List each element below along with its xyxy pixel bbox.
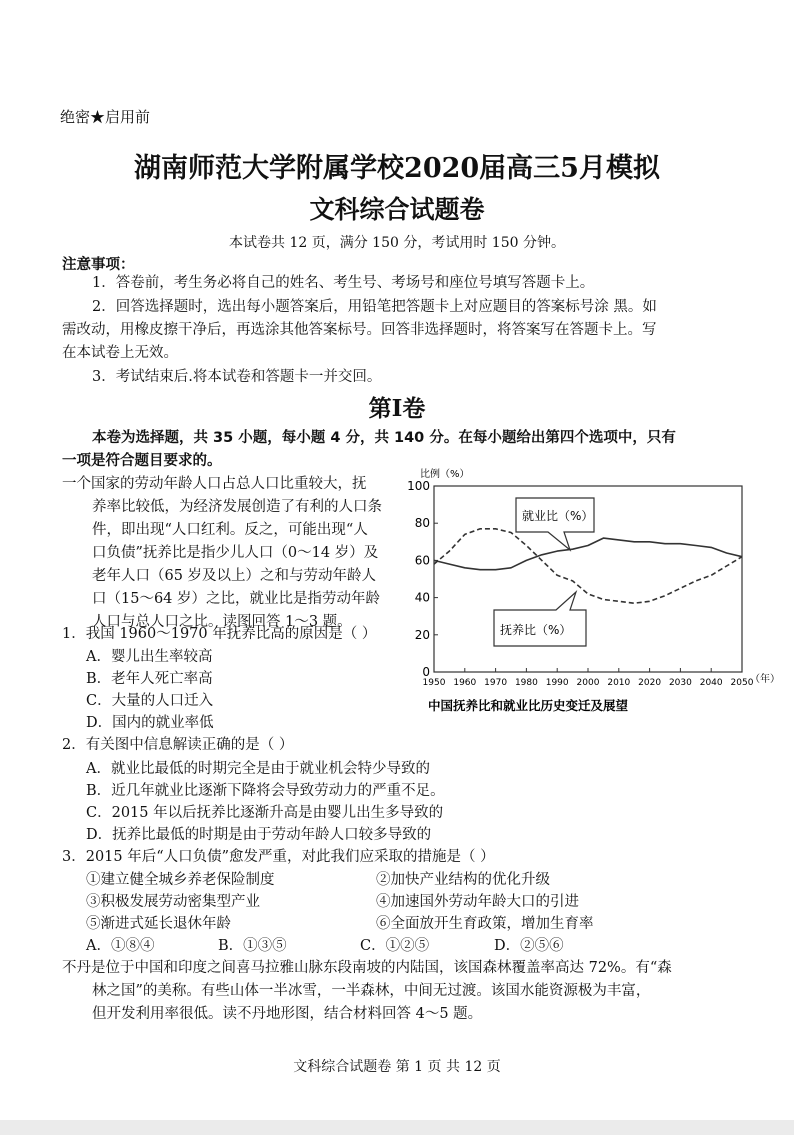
legend-employment: 就业比（%） bbox=[522, 509, 594, 523]
x-tick-label: 2040 bbox=[699, 678, 723, 688]
q2-option-b: B．近几年就业比逐渐下降将会导致劳动力的严重不足。 bbox=[86, 783, 445, 799]
notice-item-2-line-3: 在本试卷上无效。 bbox=[62, 345, 178, 361]
passage1-line-6: 口（15～64 岁）之比，就业比是指劳动年龄 bbox=[92, 591, 381, 607]
passage1-line-3: 件，即出现“人口红利。反之，可能出现“人 bbox=[92, 522, 368, 538]
q3-option-d: D．②⑤⑥ bbox=[494, 938, 564, 954]
q1-option-d: D．国内的就业率低 bbox=[86, 715, 214, 731]
section-intro-line-1: 本卷为选择题，共 35 小题，每小题 4 分，共 140 分。在每小题给出第四个选项中，只有 bbox=[92, 430, 676, 446]
x-tick-label: 1990 bbox=[545, 678, 569, 688]
secret-mark: 绝密★启用前 bbox=[60, 108, 151, 126]
x-tick-label: 2050 bbox=[730, 678, 754, 688]
q2-option-c: C．2015 年以后抚养比逐渐升高是由婴儿出生多导致的 bbox=[86, 805, 444, 821]
notice-item-2-line-2: 需改动，用橡皮擦干净后，再选涂其他答案标号。回答非选择题时，将答案写在答题卡上。写 bbox=[62, 322, 657, 338]
y-tick-label: 40 bbox=[414, 590, 430, 605]
passage1-line-4: 口负债”抚养比是指少儿人口（0～14 岁）及 bbox=[92, 545, 379, 561]
school-title: 湖南师范大学附属学校2020届高三5月模拟 bbox=[134, 153, 660, 184]
notice-item-1: 1．答卷前，考生务必将自己的姓名、考生号、考场号和座位号填写答题卡上。 bbox=[92, 275, 595, 291]
passage1-line-5: 老年人口（65 岁及以上）之和与劳动年龄人 bbox=[92, 568, 377, 584]
passage1-line-2: 养率比较低，为经济发展创造了有利的人口条 bbox=[92, 499, 382, 515]
q3-stem: 3．2015 年后“人口负债”愈发严重，对此我们应采取的措施是（ ） bbox=[62, 849, 495, 865]
chart-x-label: （年） bbox=[750, 674, 780, 685]
q3-measure-1: ①建立健全城乡养老保险制度 bbox=[86, 872, 275, 888]
chart-y-label: 比例（%） bbox=[420, 469, 470, 480]
q2-stem: 2．有关图中信息解读正确的是（ ） bbox=[62, 737, 294, 753]
scan-edge bbox=[0, 1120, 794, 1135]
chart-series bbox=[434, 529, 742, 603]
x-tick-label: 2000 bbox=[576, 678, 600, 688]
q3-option-b: B．①③⑤ bbox=[218, 938, 287, 954]
q3-measure-3: ③积极发展劳动密集型产业 bbox=[86, 894, 260, 910]
q3-measure-2: ②加快产业结构的优化升级 bbox=[376, 872, 550, 888]
y-tick-label: 100 bbox=[407, 479, 430, 493]
section-heading: 第Ⅰ卷 bbox=[368, 395, 426, 422]
population-chart bbox=[398, 460, 788, 722]
page-footer: 文科综合试题卷 第 1 页 共 12 页 bbox=[293, 1059, 501, 1075]
y-tick-label: 20 bbox=[414, 627, 430, 642]
passage2-line-1: 不丹是位于中国和印度之间喜马拉雅山脉东段南坡的内陆国，该国森林覆盖率高达 72%。有“森 bbox=[62, 960, 672, 976]
dependency-callout-box bbox=[494, 592, 586, 646]
x-tick-label: 2020 bbox=[638, 678, 662, 688]
employment-callout-box bbox=[516, 498, 594, 550]
x-tick-label: 2010 bbox=[607, 678, 631, 688]
exam-info: 本试卷共 12 页，满分 150 分，考试用时 150 分钟。 bbox=[229, 235, 565, 251]
paper-title: 文科综合试题卷 bbox=[309, 195, 485, 224]
q3-option-c: C．①②⑤ bbox=[360, 938, 430, 954]
y-tick-label: 0 bbox=[422, 665, 430, 679]
notice-item-2-line-1: 2．回答选择题时，选出每小题答案后，用铅笔把答题卡上对应题目的答案标号涂 黑。如 bbox=[92, 299, 657, 315]
q2-option-a: A．就业比最低的时期完全是由于就业机会特少导致的 bbox=[86, 761, 430, 777]
y-tick-label: 80 bbox=[414, 516, 430, 531]
q1-option-b: B．老年人死亡率高 bbox=[86, 671, 213, 687]
x-tick-label: 1970 bbox=[484, 678, 508, 688]
notice-item-3: 3．考试结束后.将本试卷和答题卡一并交回。 bbox=[92, 369, 382, 385]
q3-measure-5: ⑤渐进式延长退休年龄 bbox=[86, 916, 231, 932]
dependency-ratio-line bbox=[434, 529, 742, 603]
x-tick-label: 1980 bbox=[514, 678, 538, 688]
chart-caption: 中国抚养比和就业比历史变迁及展望 bbox=[428, 698, 629, 713]
q1-option-a: A．婴儿出生率较高 bbox=[86, 649, 213, 665]
passage2-line-3: 但开发利用率很低。读不丹地形图，结合材料回答 4～5 题。 bbox=[92, 1006, 483, 1022]
x-tick-label: 2030 bbox=[668, 678, 692, 688]
employment-ratio-line bbox=[434, 538, 742, 570]
passage1-line-7: 人口与总人口之比。读图回答 1～3 题。 bbox=[92, 614, 352, 630]
y-tick-label: 60 bbox=[414, 553, 430, 568]
x-tick-label: 1950 bbox=[422, 678, 446, 688]
passage1-line-1: 一个国家的劳动年龄人口占总人口比重较大，抚 bbox=[62, 476, 367, 492]
x-tick-label: 1960 bbox=[453, 678, 477, 688]
q2-option-d: D．抚养比最低的时期是由于劳动年龄人口较多导致的 bbox=[86, 827, 432, 843]
passage2-line-2: 林之国”的美称。有些山体一半冰雪，一半森林，中间无过渡。该国水能资源极为丰富， bbox=[92, 983, 651, 999]
q3-measure-4: ④加速国外劳动年龄大口的引进 bbox=[376, 894, 579, 910]
q3-measure-6: ⑥全面放开生育政策，增加生育率 bbox=[376, 916, 594, 932]
q1-option-c: C．大量的人口迁入 bbox=[86, 693, 214, 709]
section-intro-line-2: 一项是符合题目要求的。 bbox=[62, 453, 222, 469]
q3-option-a: A．①⑧④ bbox=[86, 938, 155, 954]
q1-stem: 1．我国 1960～1970 年抚养比高的原因是（ ） bbox=[62, 626, 377, 642]
notice-heading: 注意事项： bbox=[62, 256, 135, 273]
legend-dependency: 抚养比（%） bbox=[500, 623, 572, 637]
